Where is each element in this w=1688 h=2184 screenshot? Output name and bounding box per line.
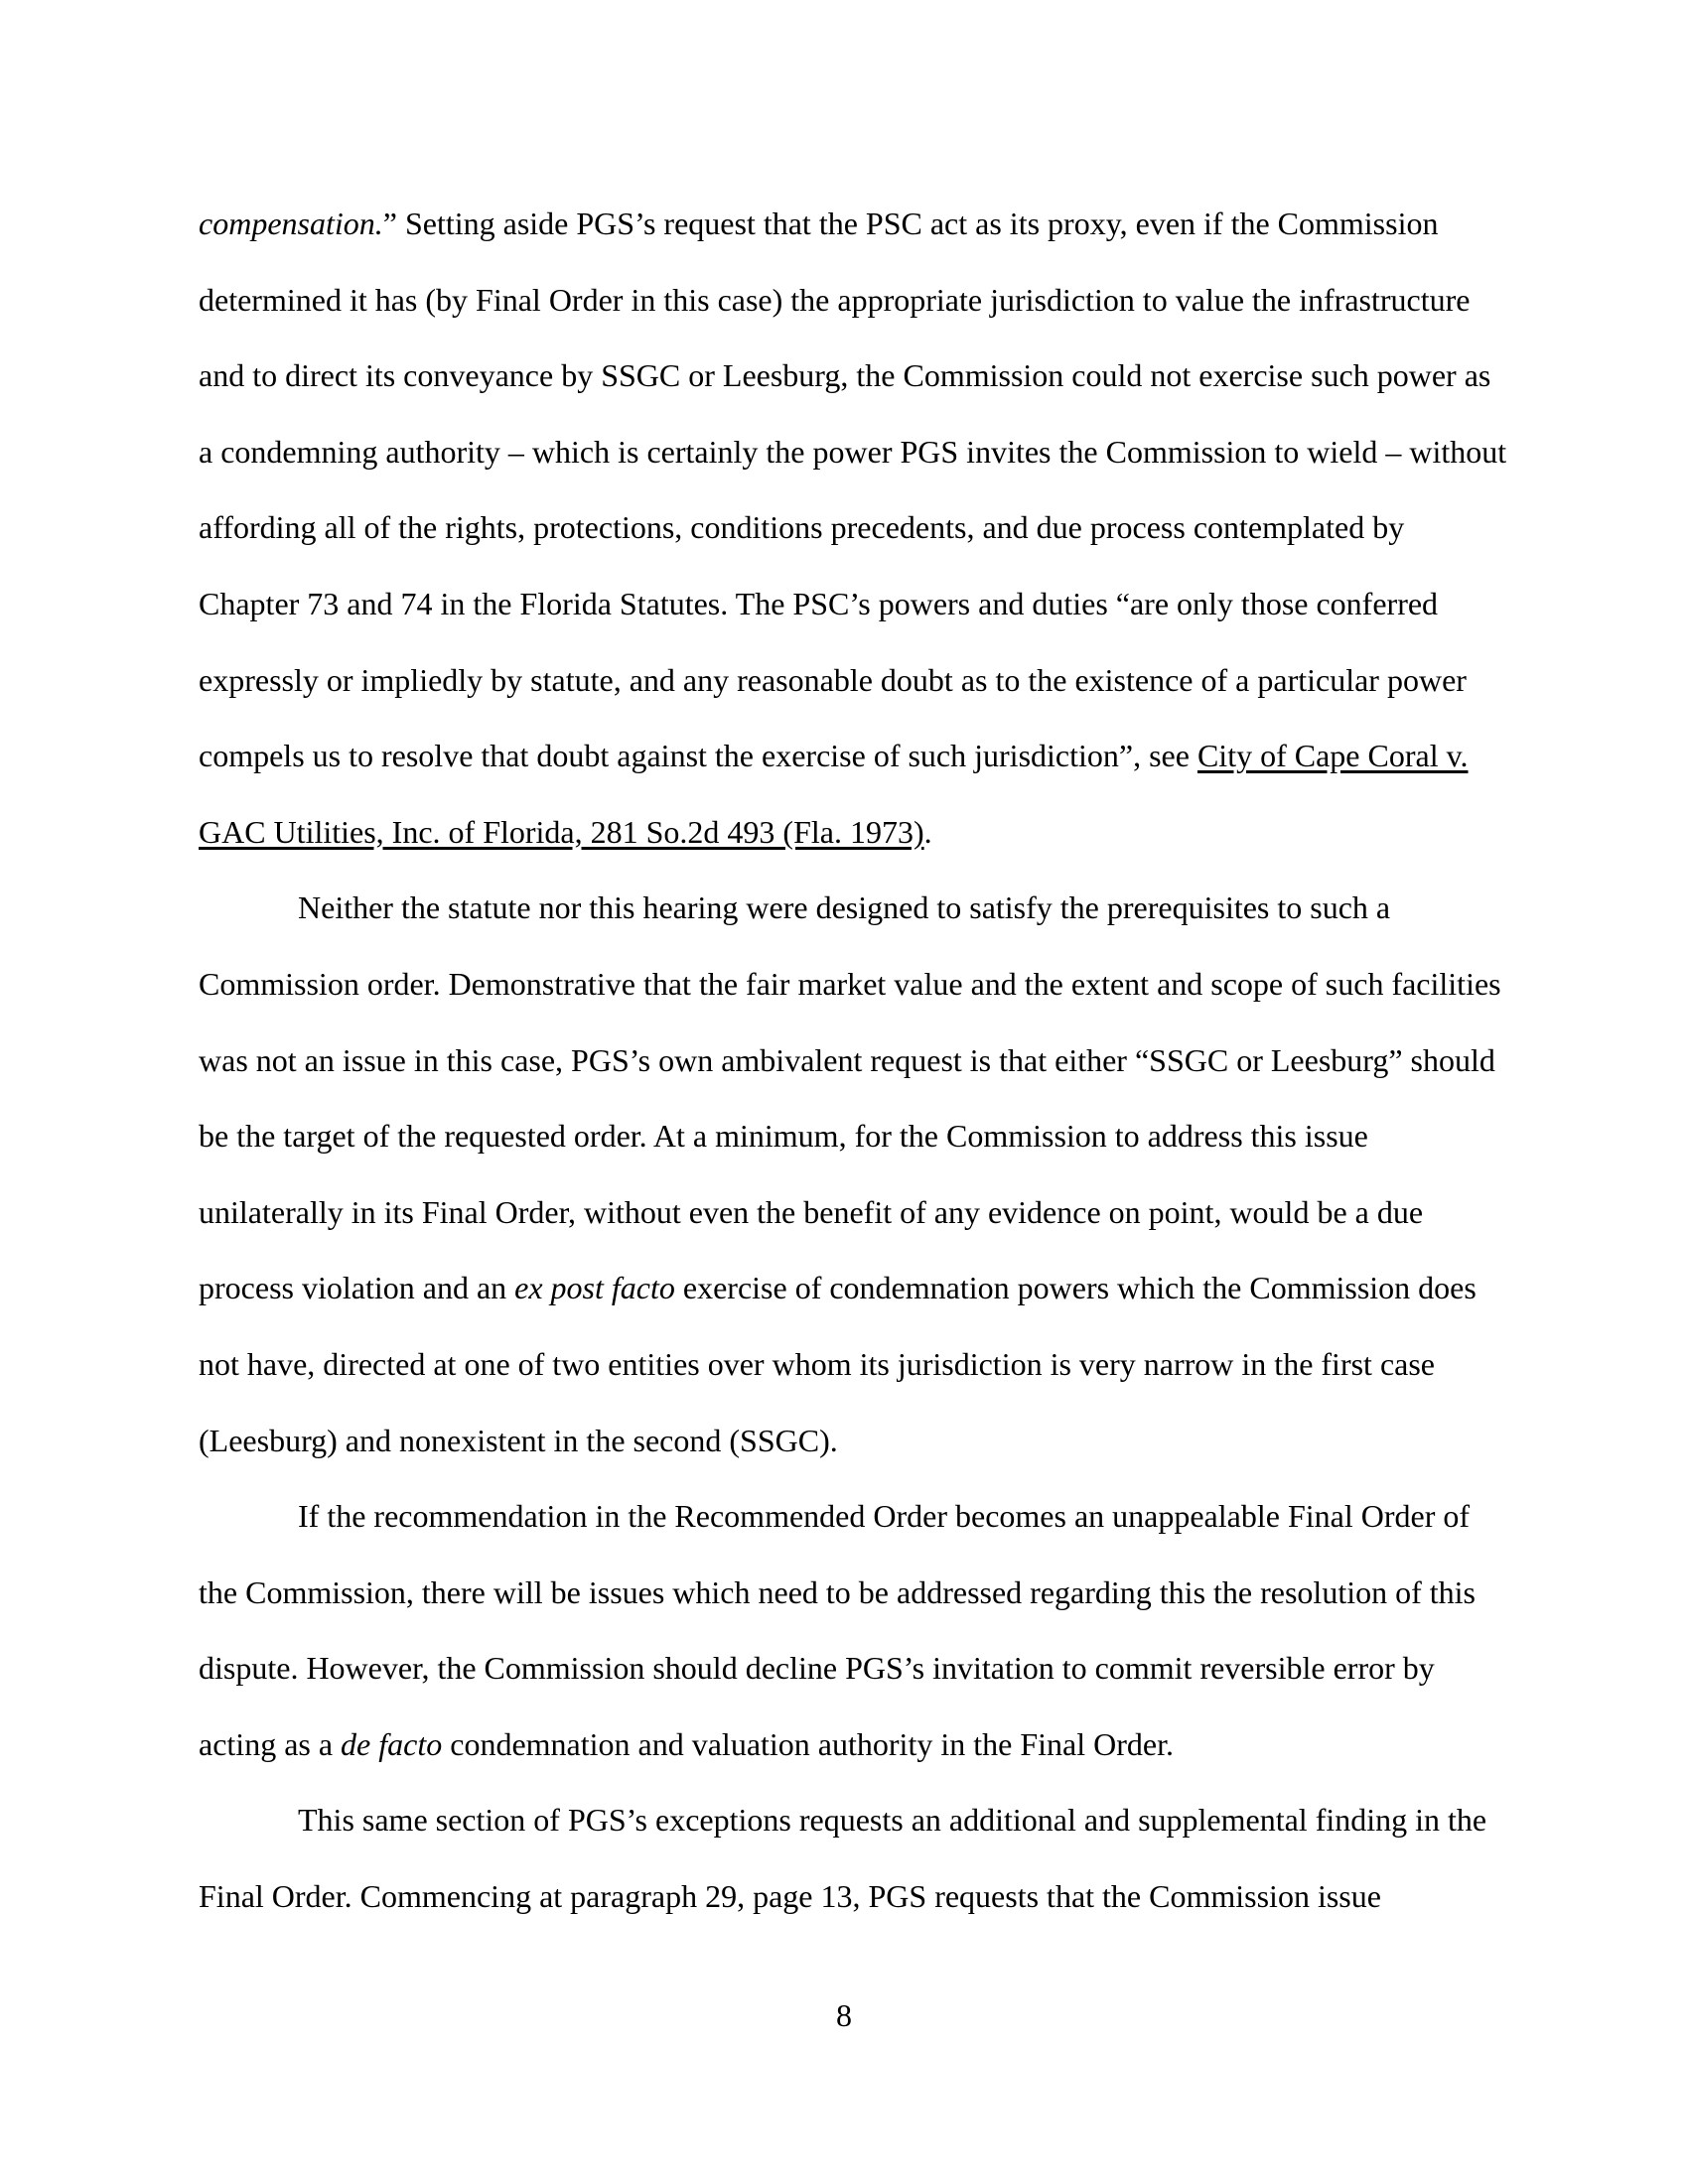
paragraph-2 (199, 870, 1509, 1478)
paragraph-1 (199, 186, 1509, 870)
paragraph-2-end: exercise of condemnation powers which the Commission does not have, directed at one of two entities over whom its jurisdiction is very narrow in the first case (Leesburg) and nonexistent in the second (SSGC). (199, 1270, 1477, 1458)
emphasis-ex-post-facto: ex post facto (514, 1270, 675, 1306)
body-text (199, 186, 1509, 1935)
paragraph-4 (199, 1782, 1509, 1934)
paragraph-3 (199, 1478, 1509, 1782)
emphasis-de-facto: de facto (341, 1725, 443, 1762)
paragraph-3-text: If the recommendation in the Recommended Order becomes an unappealable Final Order of the Commission, there will be issues which need to be addressed regarding this the resolution of this dispute. However, the Commission should decline PGS’s invitation to commit reversible error by acting as a (199, 1498, 1476, 1762)
page-number: 8 (836, 1997, 852, 2033)
paragraph-1-text: ” Setting aside PGS’s request that the PSC act as its proxy, even if the Commission determined it has (by Final Order in this case) the appropriate jurisdiction to value the infrastructure and to direct its conveyance by SSGC or Leesburg, the Commission could not exercise such power as a condemning authority – which is certainly the power PGS invites the Commission to wield – without affording all of the rights, protections, conditions precedents, and due process contemplated by Chapter 73 and 74 in the Florida Statutes. The PSC’s powers and duties “are only those conferred expressly or impliedly by statute, and any reasonable doubt as to the existence of a particular power compels us to resolve that doubt against the exercise of such jurisdiction”, see (199, 205, 1507, 774)
paragraph-1-end: . (923, 813, 932, 850)
paragraph-3-end: condemnation and valuation authority in the Final Order. (442, 1725, 1174, 1762)
emphasis-compensation: compensation. (199, 205, 383, 241)
case-citation-link[interactable]: City of Cape Coral v. GAC Utilities, Inc. of Florida, 281 So.2d 493 (Fla. 1973) (199, 738, 1469, 850)
paragraph-2-text: Neither the statute nor this hearing were designed to satisfy the prerequisites to such a Commission order. Demonstrative that the fair market value and the extent and scope of such facilities was not an issue in this case, PGS’s own ambivalent request is that either “SSGC or Leesburg” should be the target of the requested order. At a minimum, for the Commission to address this issue unilaterally in its Final Order, without even the benefit of any evidence on point, would be a due process violation and an (199, 889, 1501, 1306)
paragraph-4-text: This same section of PGS’s exceptions requests an additional and supplemental finding in the Final Order. Commencing at paragraph 29, page 13, PGS requests that the Commission issue (199, 1802, 1487, 1915)
